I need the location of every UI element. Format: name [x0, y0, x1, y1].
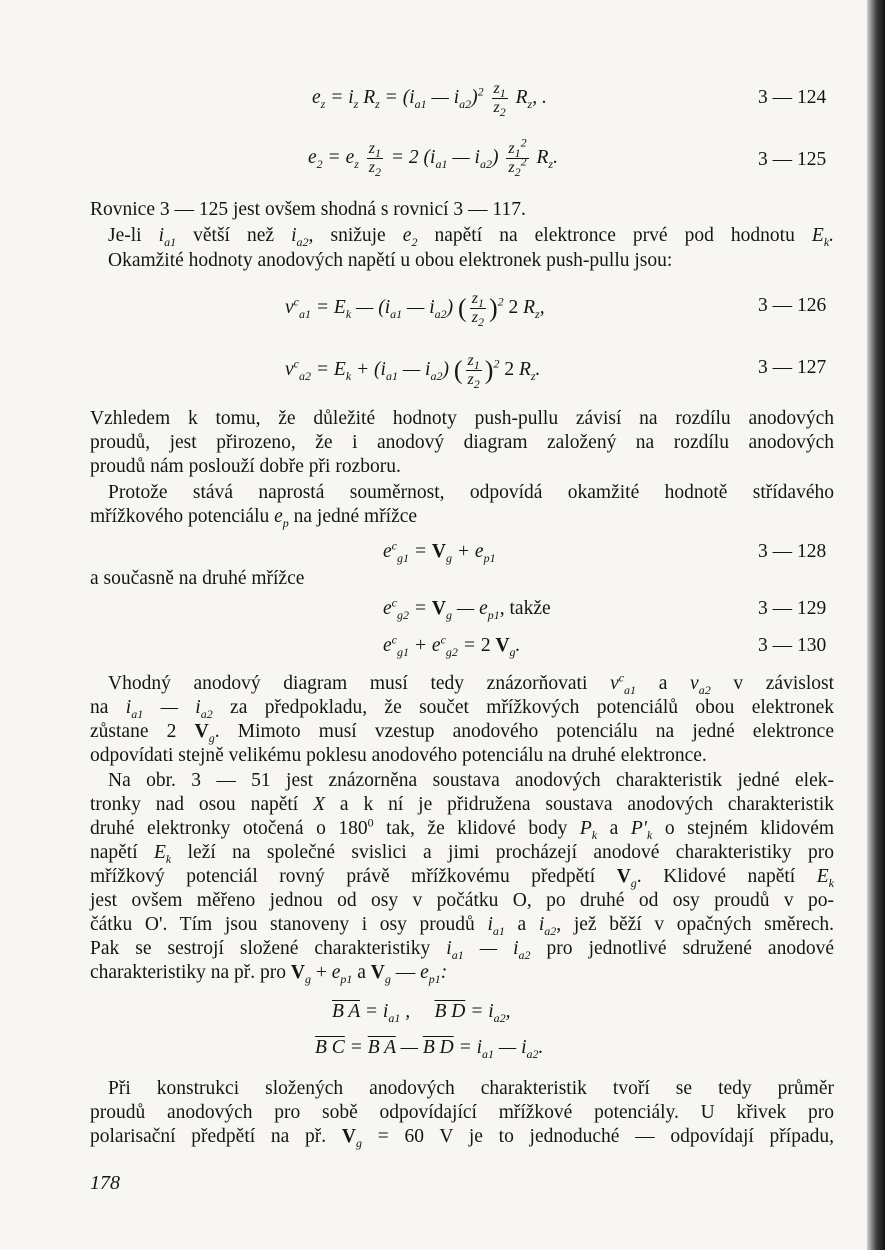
- equation-segments-2: B C = B A — B $D = i_{a1}$ — $i_{a2}$.: [315, 1037, 544, 1061]
- page-edge-shadow: [867, 0, 885, 1250]
- equation-3-128: $e^c_{g1} = V_g + e_{p1}$: [383, 538, 496, 565]
- equation-number: 3 — 127: [758, 357, 827, 378]
- equation-3-124: $e_z = i_z$ $R_z = (i_{a1}$ — $i_{a2})^2$ $\frac{z_1}{z_2}$ $R_z$, .: [312, 80, 547, 120]
- text-line: Vzhledem k tomu, že důležité hodnoty push-pullu závisí na rozdílu anodových: [90, 408, 834, 429]
- text-line: odpovídati stejně velikému poklesu anodového potenciálu na druhé elektronce.: [90, 745, 707, 766]
- text-line: mřížkového potenciálu $e_p$ na jedné mřížce: [90, 506, 418, 530]
- page-number: 178: [90, 1172, 120, 1194]
- text-line: proudů, jest přirozeno, že i anodový diagram založený na rozdílu anodových: [90, 432, 834, 453]
- text-line: mřížkový potenciál rovný právě mřížkovému předpětí $V_g$. Klidové napětí $E_k$: [90, 866, 834, 890]
- text-line: Rovnice 3 — 125 jest ovšem shodná s rovnicí 3 — 117.: [90, 199, 526, 220]
- equation-segments-1: B $A = i_{a1}$ , B $D = i_{a2}$,: [332, 1001, 511, 1025]
- text-line: Protože stává naprostá souměrnost, odpovídá okamžité hodnotě střídavého: [108, 482, 834, 503]
- equation-number: 3 — 128: [758, 541, 827, 562]
- equation-3-127: $v^c_{a2} = E_k + (i_{a1}$ — $i_{a2}$) ( $\frac{z_1}{z_2}$ )$^2$ 2 $R_z$.: [285, 352, 541, 392]
- text-line: na $i_{a1}$ — $i_{a2}$ za předpokladu, že součet mřížkových potenciálů obou elektronek: [90, 697, 835, 721]
- equation-number: 3 — 130: [758, 635, 827, 656]
- text-line: čátku O'. Tím jsou stanoveny i osy proudů $i_{a1}$ a $i_{a2}$, jež běží v opačných směrech.: [90, 914, 834, 938]
- equation-3-125: $e_2 = e_z$ $\frac{z_1}{z_2}$ = 2 ($i_{a1}$ — $i_{a2}$) $\frac{z_1^2}{z_2^2}$ $R_z$.: [308, 135, 558, 180]
- text-line: charakteristiky na př. pro $V_g + e_{p1}$ a $V_g$ — $e_{p1}$:: [90, 962, 448, 986]
- text-line: polarisační předpětí na př. $V_g = 60$ V je to jednoduché — odpovídají případu,: [90, 1126, 834, 1150]
- text-line: napětí $E_k$ leží na společné svislici a jimi procházejí anodové charakteristiky pro: [90, 842, 834, 866]
- text-line: Vhodný anodový diagram musí tedy znázorňovati $v^c_{a1}$ a $v_{a2}$ v závislost: [108, 670, 835, 697]
- text-line: druhé elektronky otočená o $180^0$ tak, že klidové body $P_k$ a $P'_k$ o stejném klidovém: [90, 815, 835, 842]
- text-line: jest ovšem měřeno jednou od osy v počátku O, po druhé od osy proudů v po-: [90, 890, 834, 911]
- text-line: a současně na druhé mřížce: [90, 568, 305, 589]
- text-line: Je-li $i_{a1}$ větší než $i_{a2}$, snižuje $e_2$ napětí na elektronce prvé pod hodnotu $E_k$.: [108, 225, 835, 249]
- text-line: proudů nám poslouží dobře při rozboru.: [90, 456, 401, 477]
- text-line: Na obr. 3 — 51 jest znázorněna soustava anodových charakteristik jedné elek-: [108, 770, 834, 791]
- equation-number: 3 — 125: [758, 149, 827, 170]
- equation-number: 3 — 126: [758, 295, 827, 316]
- equation-3-126: $v^c_{a1} = E_k$ — ($i_{a1}$ — $i_{a2}$) ( $\frac{z_1}{z_2}$ )$^2$ 2 $R_z$,: [285, 290, 545, 330]
- text-line: Okamžité hodnoty anodových napětí u obou elektronek push-pullu jsou:: [108, 250, 673, 271]
- equation-3-129: $e^c_{g2} = V_g$ — $e_{p1}$, takže: [383, 595, 551, 622]
- equation-number: 3 — 124: [758, 87, 827, 108]
- equation-number: 3 — 129: [758, 598, 827, 619]
- text-line: proudů anodových pro sobě odpovídající mřížkové potenciály. U křivek pro: [90, 1102, 834, 1123]
- text-line: zůstane 2 $V_g$. Mimoto musí vzestup anodového potenciálu na jedné elektronce: [90, 721, 834, 745]
- equation-3-130: $e^c_{g1} + e^c_{g2} = 2$ $V_g$.: [383, 632, 521, 659]
- text-line: Pak se sestrojí složené charakteristiky $i_{a1}$ — $i_{a2}$ pro jednotlivé sdružené anodové: [90, 938, 834, 962]
- text-line: Při konstrukci složených anodových charakteristik tvoří se tedy průměr: [108, 1078, 834, 1099]
- text-line: tronky nad osou napětí X a k ní je přidružena soustava anodových charakteristik: [90, 794, 834, 815]
